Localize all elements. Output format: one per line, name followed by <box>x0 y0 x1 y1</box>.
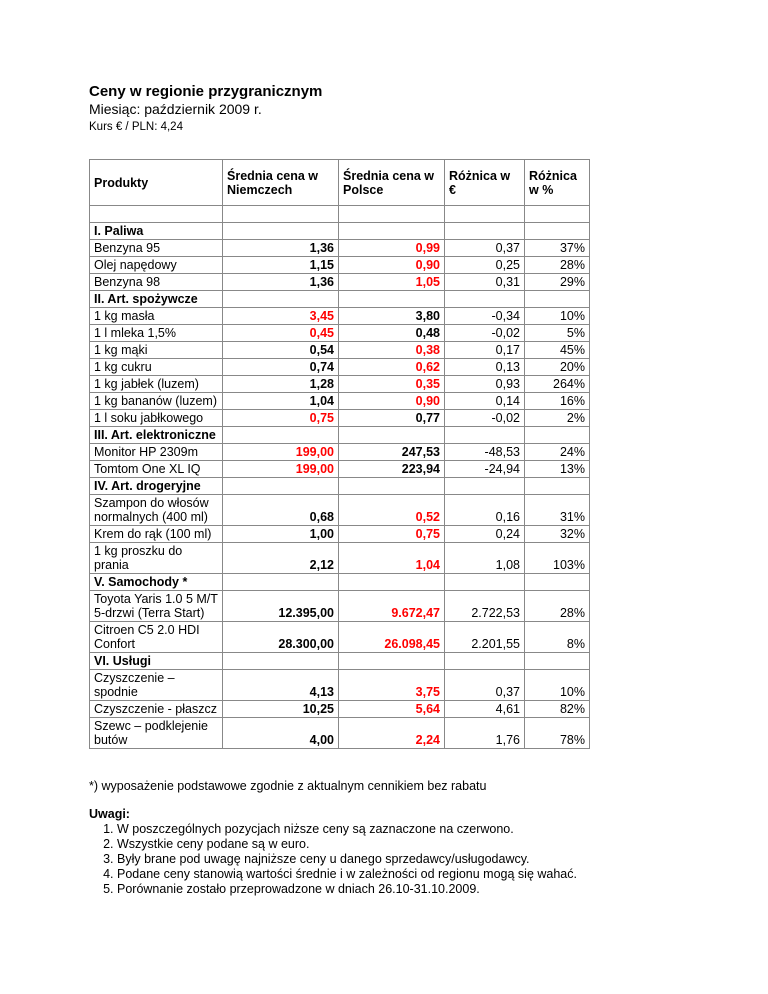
product-name: Toyota Yaris 1.0 5 M/T 5-drzwi (Terra Start) <box>90 591 223 622</box>
table-row <box>90 257 590 274</box>
price-germany: 1,04 <box>223 393 339 410</box>
diff-eur: 0,37 <box>445 670 525 701</box>
product-name: 1 kg masła <box>90 308 223 325</box>
price-germany: 0,54 <box>223 342 339 359</box>
diff-eur: 0,25 <box>445 257 525 274</box>
table-row <box>90 701 590 718</box>
diff-pct: 10% <box>525 670 590 701</box>
diff-eur: 0,14 <box>445 393 525 410</box>
product-name: Czyszczenie - płaszcz <box>90 701 223 718</box>
diff-pct: 16% <box>525 393 590 410</box>
empty-cell <box>445 223 525 240</box>
empty-cell <box>445 291 525 308</box>
section-row <box>90 653 590 670</box>
diff-eur: 0,31 <box>445 274 525 291</box>
empty-cell <box>90 206 223 223</box>
price-poland: 247,53 <box>339 444 445 461</box>
header-price-poland: Średnia cena w Polsce <box>339 160 445 206</box>
empty-cell <box>525 206 590 223</box>
price-poland: 0,90 <box>339 393 445 410</box>
table-row <box>90 591 590 622</box>
diff-eur: -0,34 <box>445 308 525 325</box>
table-row <box>90 342 590 359</box>
empty-cell <box>525 653 590 670</box>
diff-pct: 24% <box>525 444 590 461</box>
diff-eur: 2.201,55 <box>445 622 525 653</box>
diff-eur: 2.722,53 <box>445 591 525 622</box>
section-label: II. Art. spożywcze <box>90 291 223 308</box>
table-row <box>90 325 590 342</box>
price-poland: 0,77 <box>339 410 445 427</box>
table-row <box>90 240 590 257</box>
price-poland: 1,05 <box>339 274 445 291</box>
notes <box>89 807 768 897</box>
empty-cell <box>339 206 445 223</box>
empty-cell <box>339 653 445 670</box>
price-germany: 0,75 <box>223 410 339 427</box>
table-row <box>90 308 590 325</box>
empty-cell <box>525 223 590 240</box>
price-germany: 1,15 <box>223 257 339 274</box>
table-row <box>90 622 590 653</box>
empty-cell <box>223 653 339 670</box>
price-poland: 0,48 <box>339 325 445 342</box>
empty-cell <box>223 291 339 308</box>
empty-cell <box>223 223 339 240</box>
price-poland: 0,52 <box>339 495 445 526</box>
empty-cell <box>525 478 590 495</box>
diff-pct: 31% <box>525 495 590 526</box>
diff-pct: 20% <box>525 359 590 376</box>
price-germany: 10,25 <box>223 701 339 718</box>
table-row <box>90 526 590 543</box>
price-germany: 199,00 <box>223 461 339 478</box>
price-poland: 0,90 <box>339 257 445 274</box>
table-row <box>90 461 590 478</box>
price-poland: 0,99 <box>339 240 445 257</box>
empty-cell <box>339 291 445 308</box>
note-item: 1. W poszczególnych pozycjach niższe ceny są zaznaczone na czerwono. <box>117 822 768 837</box>
note-item: 3. Były brane pod uwagę najniższe ceny u danego sprzedawcy/usługodawcy. <box>117 852 768 867</box>
product-name: 1 l soku jabłkowego <box>90 410 223 427</box>
price-poland: 1,04 <box>339 543 445 574</box>
diff-eur: -0,02 <box>445 325 525 342</box>
price-poland: 2,24 <box>339 718 445 749</box>
table-row <box>90 274 590 291</box>
diff-eur: 0,37 <box>445 240 525 257</box>
price-poland: 3,80 <box>339 308 445 325</box>
table-row <box>90 359 590 376</box>
empty-cell <box>525 427 590 444</box>
section-label: V. Samochody * <box>90 574 223 591</box>
empty-cell <box>525 574 590 591</box>
product-name: 1 kg mąki <box>90 342 223 359</box>
footnote: *) wyposażenie podstawowe zgodnie z aktualnym cennikiem bez rabatu <box>89 779 487 793</box>
price-germany: 199,00 <box>223 444 339 461</box>
section-label: IV. Art. drogeryjne <box>90 478 223 495</box>
empty-cell <box>223 574 339 591</box>
price-poland: 9.672,47 <box>339 591 445 622</box>
product-name: 1 kg proszku do prania <box>90 543 223 574</box>
product-name: Citroen C5 2.0 HDI Confort <box>90 622 223 653</box>
table-row <box>90 718 590 749</box>
section-row <box>90 223 590 240</box>
table-row <box>90 543 590 574</box>
note-item: 4. Podane ceny stanowią wartości średnie i w zależności od regionu mogą się wahać. <box>117 867 768 882</box>
price-germany: 3,45 <box>223 308 339 325</box>
empty-row <box>90 206 590 223</box>
note-item: 2. Wszystkie ceny podane są w euro. <box>117 837 768 852</box>
header-price-germany: Średnia cena w Niemczech <box>223 160 339 206</box>
product-name: 1 kg bananów (luzem) <box>90 393 223 410</box>
diff-pct: 5% <box>525 325 590 342</box>
table-row <box>90 376 590 393</box>
price-germany: 28.300,00 <box>223 622 339 653</box>
diff-eur: -24,94 <box>445 461 525 478</box>
product-name: 1 kg cukru <box>90 359 223 376</box>
table-body <box>90 206 590 749</box>
price-germany: 1,36 <box>223 274 339 291</box>
table-row <box>90 393 590 410</box>
table-row <box>90 495 590 526</box>
price-germany: 0,45 <box>223 325 339 342</box>
empty-cell <box>223 478 339 495</box>
price-germany: 1,36 <box>223 240 339 257</box>
empty-cell <box>339 478 445 495</box>
diff-eur: 0,93 <box>445 376 525 393</box>
empty-cell <box>339 223 445 240</box>
page-title: Ceny w regionie przygranicznym <box>89 83 323 100</box>
diff-pct: 10% <box>525 308 590 325</box>
section-label: III. Art. elektroniczne <box>90 427 223 444</box>
empty-cell <box>525 291 590 308</box>
section-label: VI. Usługi <box>90 653 223 670</box>
empty-cell <box>339 427 445 444</box>
price-germany: 0,68 <box>223 495 339 526</box>
diff-eur: 4,61 <box>445 701 525 718</box>
product-name: 1 kg jabłek (luzem) <box>90 376 223 393</box>
section-row <box>90 427 590 444</box>
table-row <box>90 410 590 427</box>
table-row <box>90 670 590 701</box>
table-row <box>90 444 590 461</box>
empty-cell <box>445 478 525 495</box>
product-name: 1 l mleka 1,5% <box>90 325 223 342</box>
diff-pct: 29% <box>525 274 590 291</box>
diff-eur: 1,76 <box>445 718 525 749</box>
price-poland: 0,35 <box>339 376 445 393</box>
section-row <box>90 291 590 308</box>
diff-pct: 32% <box>525 526 590 543</box>
empty-cell <box>445 574 525 591</box>
diff-pct: 37% <box>525 240 590 257</box>
empty-cell <box>223 206 339 223</box>
product-name: Czyszczenie – spodnie <box>90 670 223 701</box>
product-name: Benzyna 98 <box>90 274 223 291</box>
price-germany: 4,13 <box>223 670 339 701</box>
price-poland: 0,75 <box>339 526 445 543</box>
product-name: Monitor HP 2309m <box>90 444 223 461</box>
note-item: 5. Porównanie zostało przeprowadzone w dniach 26.10-31.10.2009. <box>117 882 768 897</box>
notes-list <box>89 822 768 897</box>
header-products: Produkty <box>90 160 223 206</box>
diff-pct: 28% <box>525 257 590 274</box>
empty-cell <box>445 653 525 670</box>
section-label: I. Paliwa <box>90 223 223 240</box>
header-diff-eur: Różnica w € <box>445 160 525 206</box>
product-name: Olej napędowy <box>90 257 223 274</box>
section-row <box>90 574 590 591</box>
diff-pct: 45% <box>525 342 590 359</box>
empty-cell <box>445 427 525 444</box>
price-poland: 0,38 <box>339 342 445 359</box>
empty-cell <box>223 427 339 444</box>
product-name: Tomtom One XL IQ <box>90 461 223 478</box>
exchange-rate: Kurs € / PLN: 4,24 <box>89 121 183 133</box>
empty-cell <box>445 206 525 223</box>
diff-eur: 0,13 <box>445 359 525 376</box>
diff-pct: 8% <box>525 622 590 653</box>
price-table <box>89 159 590 749</box>
diff-eur: -0,02 <box>445 410 525 427</box>
product-name: Benzyna 95 <box>90 240 223 257</box>
price-germany: 4,00 <box>223 718 339 749</box>
header-row <box>90 160 590 206</box>
price-poland: 223,94 <box>339 461 445 478</box>
price-poland: 0,62 <box>339 359 445 376</box>
diff-eur: 0,24 <box>445 526 525 543</box>
price-germany: 2,12 <box>223 543 339 574</box>
price-germany: 1,00 <box>223 526 339 543</box>
diff-pct: 264% <box>525 376 590 393</box>
price-poland: 5,64 <box>339 701 445 718</box>
diff-eur: 0,16 <box>445 495 525 526</box>
product-name: Krem do rąk (100 ml) <box>90 526 223 543</box>
price-germany: 0,74 <box>223 359 339 376</box>
diff-pct: 78% <box>525 718 590 749</box>
price-germany: 12.395,00 <box>223 591 339 622</box>
diff-eur: 0,17 <box>445 342 525 359</box>
diff-pct: 13% <box>525 461 590 478</box>
diff-pct: 28% <box>525 591 590 622</box>
section-row <box>90 478 590 495</box>
diff-eur: -48,53 <box>445 444 525 461</box>
price-poland: 3,75 <box>339 670 445 701</box>
diff-pct: 2% <box>525 410 590 427</box>
notes-title: Uwagi: <box>89 807 130 821</box>
price-poland: 26.098,45 <box>339 622 445 653</box>
product-name: Szewc – podklejenie butów <box>90 718 223 749</box>
header-diff-pct: Różnica w % <box>525 160 590 206</box>
diff-eur: 1,08 <box>445 543 525 574</box>
product-name: Szampon do włosów normalnych (400 ml) <box>90 495 223 526</box>
price-germany: 1,28 <box>223 376 339 393</box>
diff-pct: 103% <box>525 543 590 574</box>
diff-pct: 82% <box>525 701 590 718</box>
month-label: Miesiąc: październik 2009 r. <box>89 101 262 117</box>
empty-cell <box>339 574 445 591</box>
